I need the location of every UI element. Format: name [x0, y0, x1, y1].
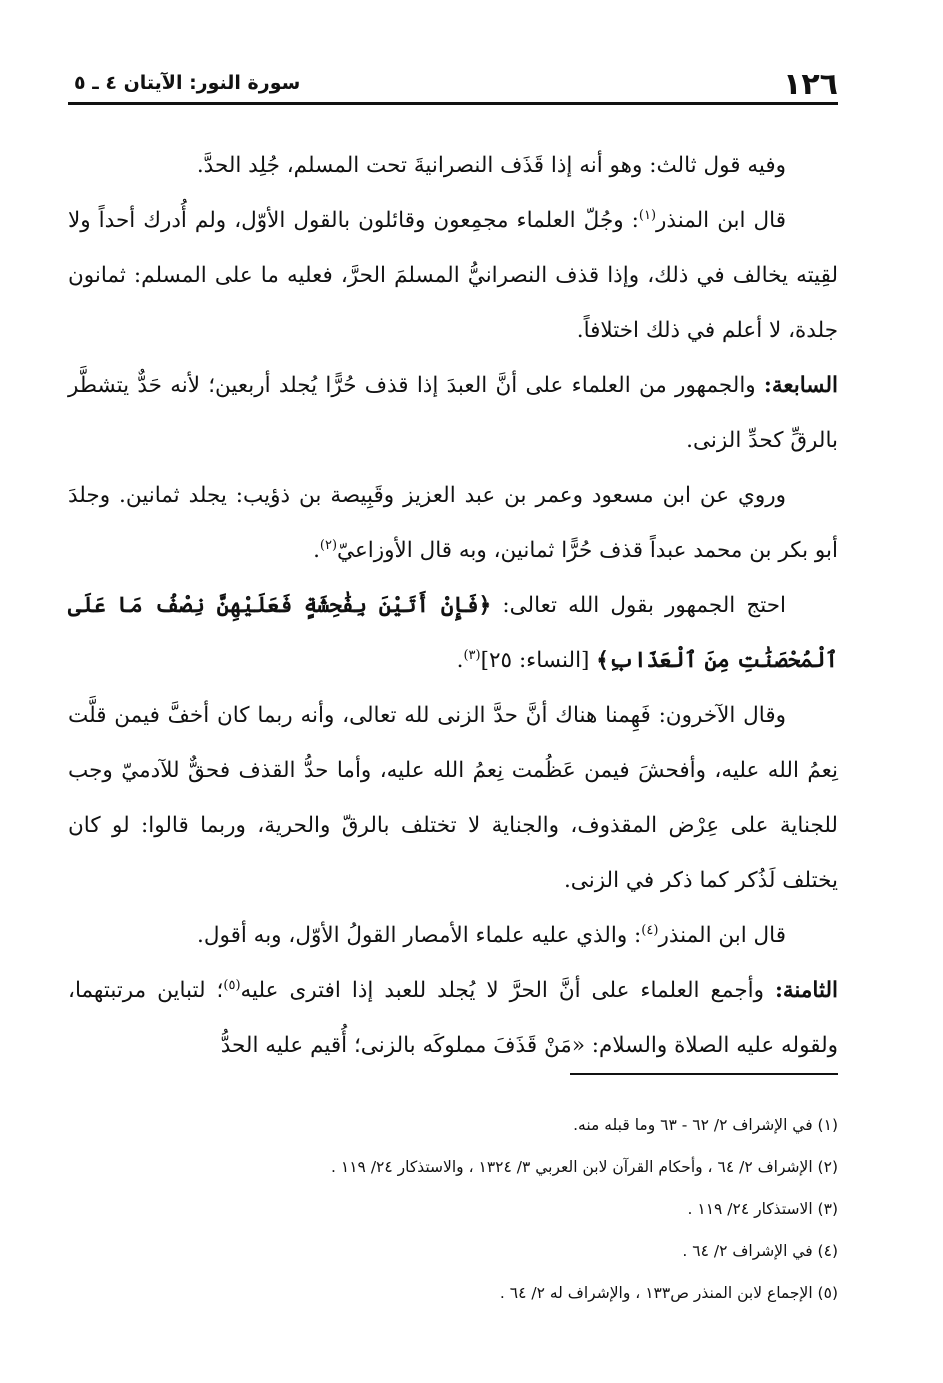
footnote-1: (١) في الإشراف ٢/ ٦٢ - ٦٣ وما قبله منه. — [573, 1116, 838, 1134]
paragraph-seventh — [68, 358, 838, 468]
paragraph-eighth — [68, 963, 838, 1073]
paragraph-text: قال ابن المنذر — [658, 923, 786, 948]
issue-label: السابعة: — [763, 373, 838, 398]
page-number: ١٢٦ — [783, 67, 838, 102]
quran-verse: ﴿فَإِنْ أَتَيْنَ بِفَٰحِشَةٍ فَعَلَيْهِنَّ نِصْفُ مَا عَلَى ٱلْمُحْصَنَٰتِ مِنَ ٱلْعَذَابِ﴾ — [68, 593, 838, 673]
footnote-separator — [570, 1073, 838, 1075]
footnote-5: (٥) الإجماع لابن المنذر ص١٣٣ ، والإشراف له ٢/ ٦٤ . — [499, 1284, 838, 1302]
footnote-marker: (٢) — [319, 537, 338, 553]
paragraph-text: وقال الآخرون: فَهِمنا هناك أنَّ حدَّ الزنى لله تعالى، وأنه ربما كان أخفَّ فيمن قلَّت نِعمُ الله عليه، وأفحشَ فيمن عَظُمت نِعمُ الله عليه، وأما حدُّ القذف فحقٌّ للآدميّ وجب للجناية على عِرْض المقذوف، والجناية لا تختلف بالرقّ والحرية، وربما قالوا: لو كان يختلف لَذُكر كما ذكر في الزنى. — [68, 703, 838, 893]
paragraph-text: قال ابن المنذر — [656, 208, 787, 233]
paragraph-third-opinion — [68, 138, 838, 193]
paragraph-narrations — [68, 468, 838, 578]
document-page — [68, 58, 838, 1358]
paragraph-text: والجمهور من العلماء على أنَّ العبدَ إذا قذف حُرًّا يُجلد أربعين؛ لأنه حَدٌّ يتشطَّر بالرقِّ كحدِّ الزنى. — [68, 373, 838, 453]
paragraph-text: ؛ لتباين مرتبتهما، ولقوله عليه الصلاة والسلام: «مَنْ قَذَفَ مملوكَه بالزنى؛ أُقيم عليه الحدُّ — [68, 978, 838, 1058]
paragraph-text: احتج الجمهور بقول الله تعالى: — [491, 593, 786, 618]
paragraph-ibn-almundhir-2 — [68, 908, 838, 963]
verse-reference: [النساء: ٢٥] — [480, 648, 597, 673]
paragraph-text: . — [313, 538, 320, 563]
page-header — [68, 58, 838, 105]
paragraph-others — [68, 688, 838, 908]
issue-label: الثامنة: — [774, 978, 838, 1003]
footnote-marker: (٥) — [223, 977, 241, 993]
paragraph-text: وروي عن ابن مسعود وعمر بن عبد العزيز وقَبِيصة بن ذؤيب: يجلد ثمانين. وجلدَ أبو بكر بن محمد عبداً قذف حُرًّا ثمانين، وبه قال الأوزاعيّ — [68, 483, 838, 563]
footnote-marker: (٤) — [641, 922, 659, 938]
paragraph-text: : والذي عليه علماء الأمصار القولُ الأوّل، وبه أقول. — [197, 923, 642, 948]
paragraph-text: وفيه قول ثالث: وهو أنه إذا قَذَف النصرانيةَ تحت المسلم، جُلِد الحدَّ. — [196, 153, 786, 178]
footnotes — [68, 1104, 838, 1314]
paragraph-majority-argument — [68, 578, 838, 688]
paragraph-text: . — [456, 648, 464, 673]
paragraph-ibn-almundhir-1 — [68, 193, 838, 358]
paragraph-text: وأجمع العلماء على أنَّ الحرَّ لا يُجلد للعبد إذا افترى عليه — [240, 978, 775, 1003]
footnote-marker: (٣) — [463, 647, 481, 663]
paragraph-text: : وجُلّ العلماء مجمِعون وقائلون بالقول الأوّل، ولم أُدرك أحداً ولا لقِيته يخالف في ذلك، وإذا قذف النصرانيُّ المسلمَ الحرَّ، فعليه ما على المسلم: ثمانون جلدة، لا أعلم في ذلك اختلافاً. — [68, 208, 838, 343]
running-title: سورة النور: الآيتان ٤ ـ ٥ — [74, 72, 301, 94]
main-text — [68, 138, 838, 1073]
footnote-3: (٣) الاستذكار ٢٤/ ١١٩ . — [687, 1200, 838, 1218]
footnote-2: (٢) الإشراف ٢/ ٦٤ ، وأحكام القرآن لابن العربي ٣/ ١٣٢٤ ، والاستذكار ٢٤/ ١١٩ . — [331, 1158, 838, 1176]
footnote-marker: (١) — [638, 207, 657, 223]
footnote-4: (٤) في الإشراف ٢/ ٦٤ . — [682, 1242, 838, 1260]
